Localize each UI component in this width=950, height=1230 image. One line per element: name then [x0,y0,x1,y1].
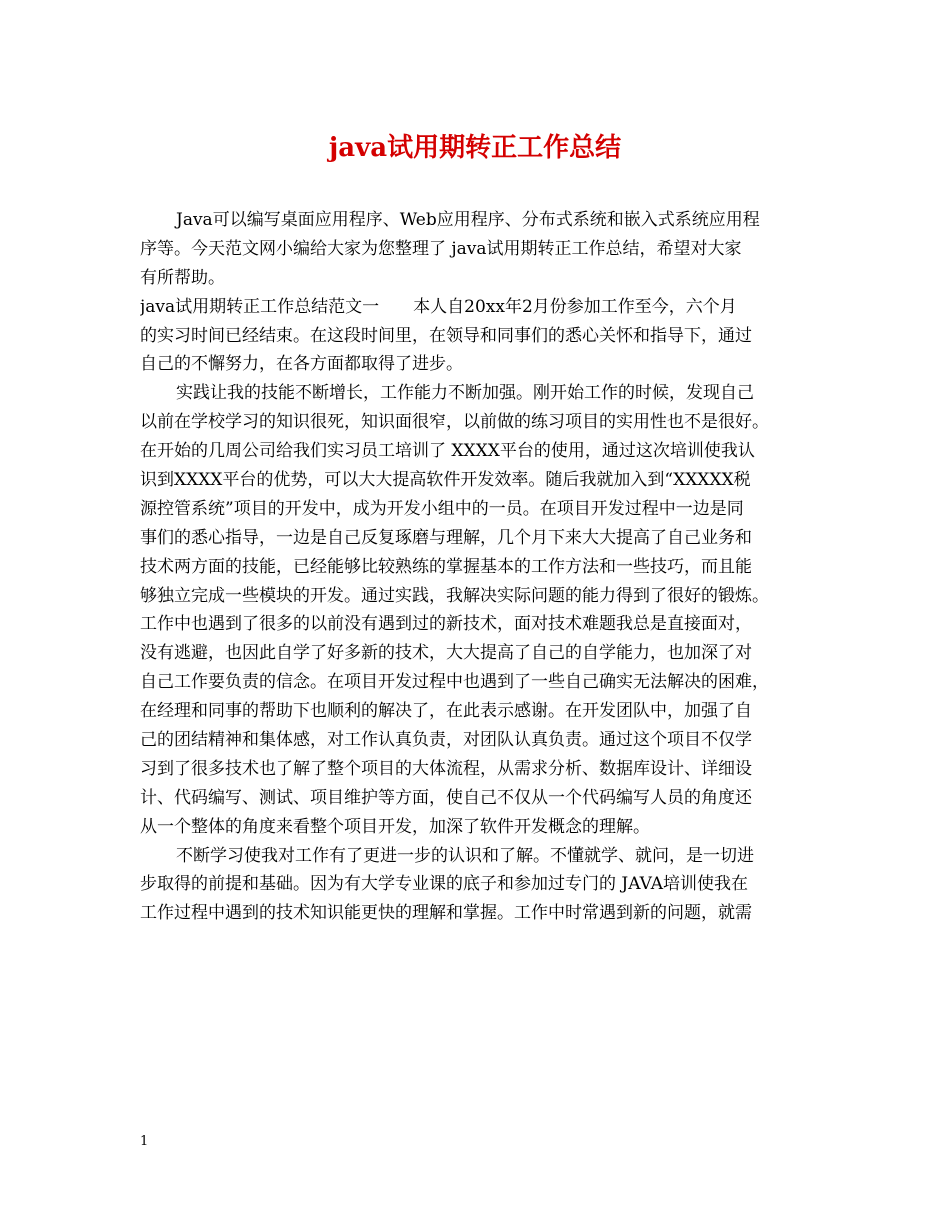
text-line: Java可以编写桌面应用程序、Web应用程序、分布式系统和嵌入式系统应用程 [176,210,760,230]
text-line: 自己的不懈努力，在各方面都取得了进步。 [140,354,463,375]
text-line: 的实习时间已经结束。在这段时间里，在领导和同事们的悉心关怀和指导下，通过 [140,325,752,346]
document-title: java试用期转正工作总结 [328,133,622,163]
text-line: 在开始的几周公司给我们实习员工培训了 XXXX平台的使用，通过这次培训使我认 [140,441,755,462]
page-number: 1 [140,1134,149,1149]
text-line: java试用期转正工作总结范文一 本人自20xx年2月份参加工作至今，六个月 [140,296,737,317]
text-line: 序等。今天范文网小编给大家为您整理了 java试用期转正工作总结，希望对大家 [140,238,742,259]
text-line: 步取得的前提和基础。因为有大学专业课的底子和参加过专门的 JAVA培训使我在 [140,874,749,895]
text-line: 以前在学校学习的知识很死，知识面很窄，以前做的练习项目的实用性也不是很好。 [140,412,769,433]
text-line: 在经理和同事的帮助下也顺利的解决了，在此表示感谢。在开发团队中，加强了自 [140,701,752,722]
text-line: 习到了很多技术也了解了整个项目的大体流程，从需求分析、数据库设计、详细设 [140,758,752,779]
text-line: 工作中也遇到了很多的以前没有遇到过的新技术，面对技术难题我总是直接面对， [140,614,752,635]
document-body [140,206,824,928]
text-line: 源控管系统”项目的开发中，成为开发小组中的一员。在项目开发过程中一边是同 [140,498,744,519]
text-line: 识到XXXX平台的优势，可以大大提高软件开发效率。随后我就加入到“XXXXX税 [140,470,751,491]
text-line: 自己工作要负责的信念。在项目开发过程中也遇到了一些自己确实无法解决的困难， [140,672,769,693]
text-line: 没有逃避，也因此自学了好多新的技术，大大提高了自己的自学能力，也加深了对 [140,643,752,664]
text-line: 有所帮助。 [140,267,225,288]
text-line: 工作过程中遇到的技术知识能更快的理解和掌握。工作中时常遇到新的问题，就需 [140,903,752,924]
text-line: 己的团结精神和集体感，对工作认真负责，对团队认真负责。通过这个项目不仅学 [140,730,752,751]
text-line: 不断学习使我对工作有了更进一步的认识和了解。不懂就学、就问，是一切进 [176,845,754,866]
text-line: 实践让我的技能不断增长，工作能力不断加强。刚开始工作的时候，发现自己 [176,383,754,404]
text-line: 计、代码编写、测试、项目维护等方面，使自己不仅从一个代码编写人员的角度还 [140,787,752,808]
text-line: 够独立完成一些模块的开发。通过实践，我解决实际问题的能力得到了很好的锻炼。 [140,585,769,606]
text-line: 从一个整体的角度来看整个项目开发，加深了软件开发概念的理解。 [140,816,650,837]
text-line: 技术两方面的技能，已经能够比较熟练的掌握基本的工作方法和一些技巧，而且能 [140,556,752,577]
text-line: 事们的悉心指导，一边是自己反复琢磨与理解，几个月下来大大提高了自己业务和 [140,527,752,548]
